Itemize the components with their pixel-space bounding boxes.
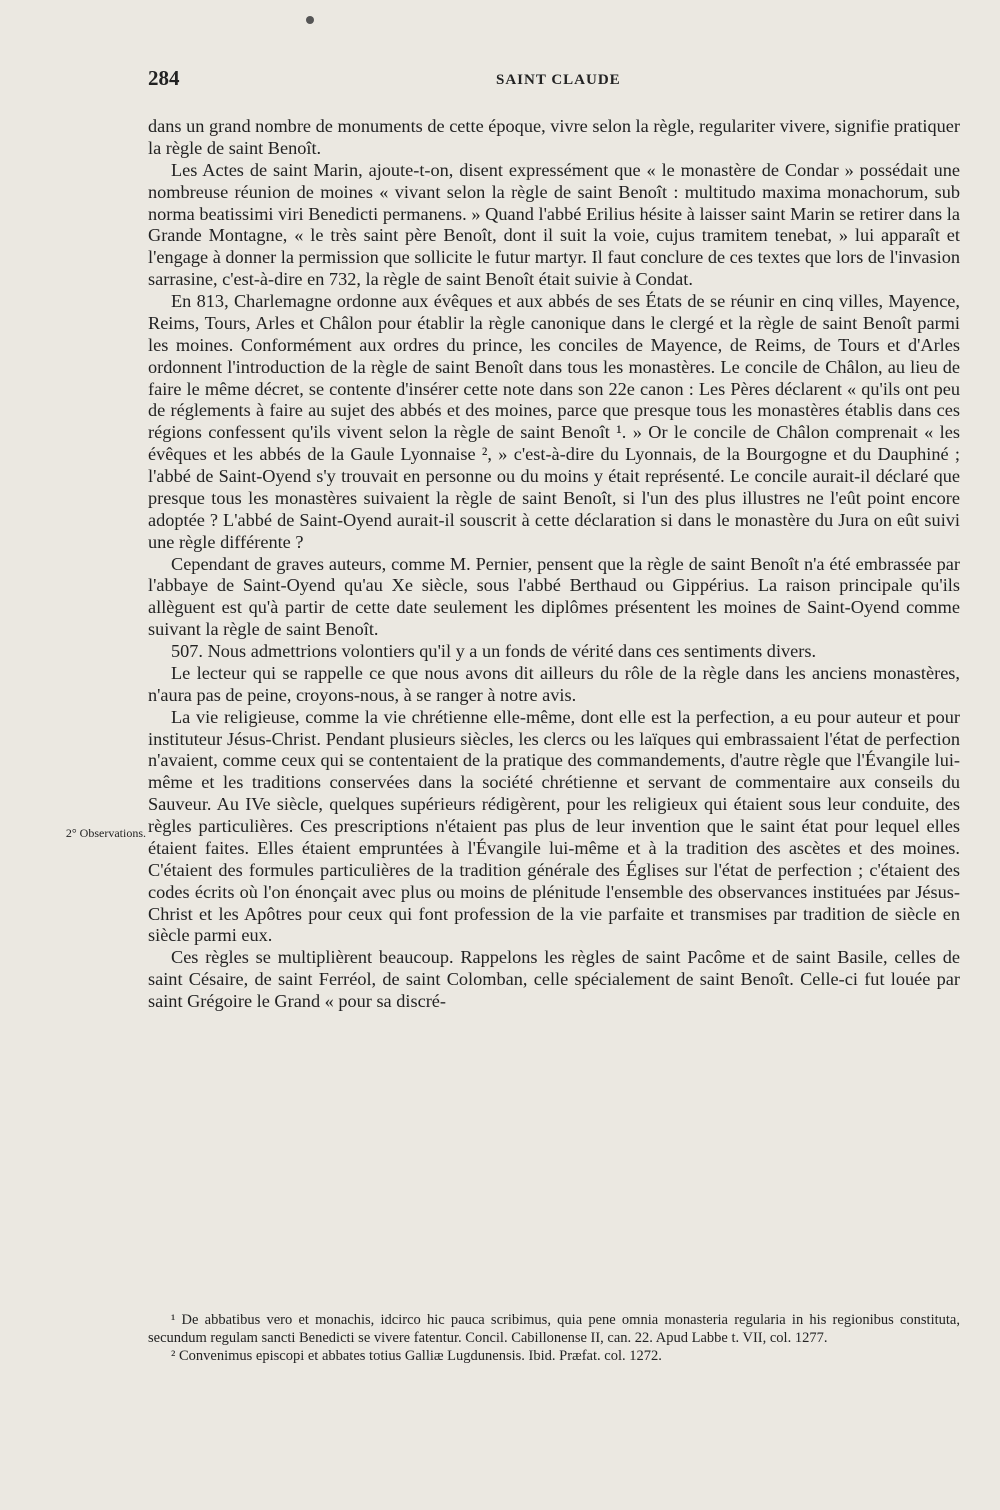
paragraph: Le lecteur qui se rappelle ce que nous avons dit ailleurs du rôle de la règle dans les anciens monastères, n'aura pas de peine, croyons-nous, à se ranger à notre avis. bbox=[148, 662, 960, 705]
paragraph-numbered: 507. Nous admettrions volontiers qu'il y a un fonds de vérité dans ces sentiments divers. bbox=[171, 641, 817, 661]
paragraph: La vie religieuse, comme la vie chrétienne elle-même, dont elle est la perfection, a eu pour auteur et pour instituteur Jésus-Christ. Pendant plusieurs siècles, les clercs ou les laïques qui embrassaient l'état de perfection n'avaient, comme ceux qui se contentaient de la pratique des commandements, d'autre règle que l'Évangile lui-même et les traditions conservées dans la société chrétienne et servant de commentaire aux conseils du Sauveur. Au IVe siècle, quelques supérieurs rédigèrent, pour les religieux qui étaient sous leur conduite, des règles particulières. Ces prescriptions n'étaient pas plus de leur invention que le saint état pour lequel elles étaient faites. Elles étaient empruntées à l'Évangile lui-même et à la tradition des ascètes et des moines. C'étaient des formules particulières de la tradition générale des Églises sur l'état de perfection ; c'étaient des codes écrits où l'on énonçait avec plus ou moins de plénitude l'ensemble des observances instituées par Jésus-Christ et les Apôtres pour ceux qui font profession de la vie parfaite et transmises par tradition de siècle en siècle parmi eux. bbox=[148, 706, 960, 946]
paragraph: dans un grand nombre de monuments de cette époque, vivre selon la règle, regulariter vivere, signifie pratiquer la règle de saint Benoît. bbox=[148, 116, 960, 158]
paragraph: Cependant de graves auteurs, comme M. Pernier, pensent que la règle de saint Benoît n'a été embrassée par l'abbaye de Saint-Oyend qu'au Xe siècle, sous l'abbé Berthaud ou Gippérius. La raison principale qu'ils allèguent est qu'à partir de cette date seulement les diplômes présentent les moines de Saint-Oyend comme suivant la règle de saint Benoît. bbox=[148, 553, 960, 640]
page-header bbox=[148, 66, 960, 96]
ink-stain bbox=[306, 16, 314, 24]
body-text bbox=[148, 116, 960, 1013]
footnote: ¹ De abbatibus vero et monachis, idcirco hic pauca scribimus, quia pene omnia monasteria regularia in his regionibus constituta, secundum regulam sancti Benedicti se vivere fatentur. Concil. Cabillonense II, can. 22. Apud Labbe t. VII, col. 1277. bbox=[148, 1312, 960, 1346]
paragraph: Ces règles se multiplièrent beaucoup. Rappelons les règles de saint Pacôme et de saint Basile, celles de saint Césaire, de saint Ferréol, de saint Colomban, celle spécialement de saint Benoît. Celle-ci fut louée par saint Grégoire le Grand « pour sa discré- bbox=[148, 947, 960, 1011]
running-title: SAINT CLAUDE bbox=[496, 72, 621, 88]
paragraph: Les Actes de saint Marin, ajoute-t-on, disent expressément que « le monastère de Condar » possédait une nombreuse réunion de moines « vivant selon la règle de saint Benoît : multitudo maxima monachorum, sub norma beatissimi viri Benedicti permanens. » Quand l'abbé Erilius hésite à laisser saint Marin se retirer dans la Grande Montagne, « le très saint père Benoît, dont il suit la voie, cujus tramitem tenebat, » lui apparaît et l'engage à donner la permission que sollicite le futur martyr. Il faut conclure de ces textes que lors de l'invasion sarrasine, c'est-à-dire en 732, la règle de saint Benoît était suivie à Condat. bbox=[148, 159, 960, 290]
paragraph: En 813, Charlemagne ordonne aux évêques et aux abbés de ses États de se réunir en cinq villes, Mayence, Reims, Tours, Arles et Châlon pour établir la règle canonique dans le clergé et la règle de saint Benoît parmi les moines. Conformément aux ordres du prince, les conciles de Mayence, de Reims, de Tours et d'Arles ordonnent l'introduction de la règle de saint Benoît dans tous les monastères. Le concile de Châlon, au lieu de faire le même décret, se contente d'insérer cette note dans son 22e canon : Les Pères déclarent « qu'ils ont peu de réglements à faire au sujet des abbés et des moines, parce que presque tous les monastères établis dans ces régions confessent qu'ils vivent selon la règle de saint Benoît ¹. » Or le concile de Châlon comprenait « les évêques et les abbés de la Gaule Lyonnaise ², » c'est-à-dire du Lyonnais, de la Bourgogne et du Dauphiné ; l'abbé de Saint-Oyend s'y trouvait en personne ou du moins y était représenté. Le concile aurait-il déclaré que presque tous les monastères suivaient la règle de saint Benoît, si l'un des plus illustres ne l'eût point encore adoptée ? L'abbé de Saint-Oyend aurait-il souscrit à cette déclaration si dans le monastère du Jura on eût suivi une règle différente ? bbox=[148, 291, 960, 552]
footnote: ² Convenimus episcopi et abbates totius Galliæ Lugdunensis. Ibid. Præfat. col. 1272. bbox=[171, 1348, 662, 1364]
page-number: 284 bbox=[148, 66, 180, 90]
margin-note: 2° Observations. bbox=[65, 826, 146, 840]
footnotes bbox=[148, 1311, 960, 1365]
